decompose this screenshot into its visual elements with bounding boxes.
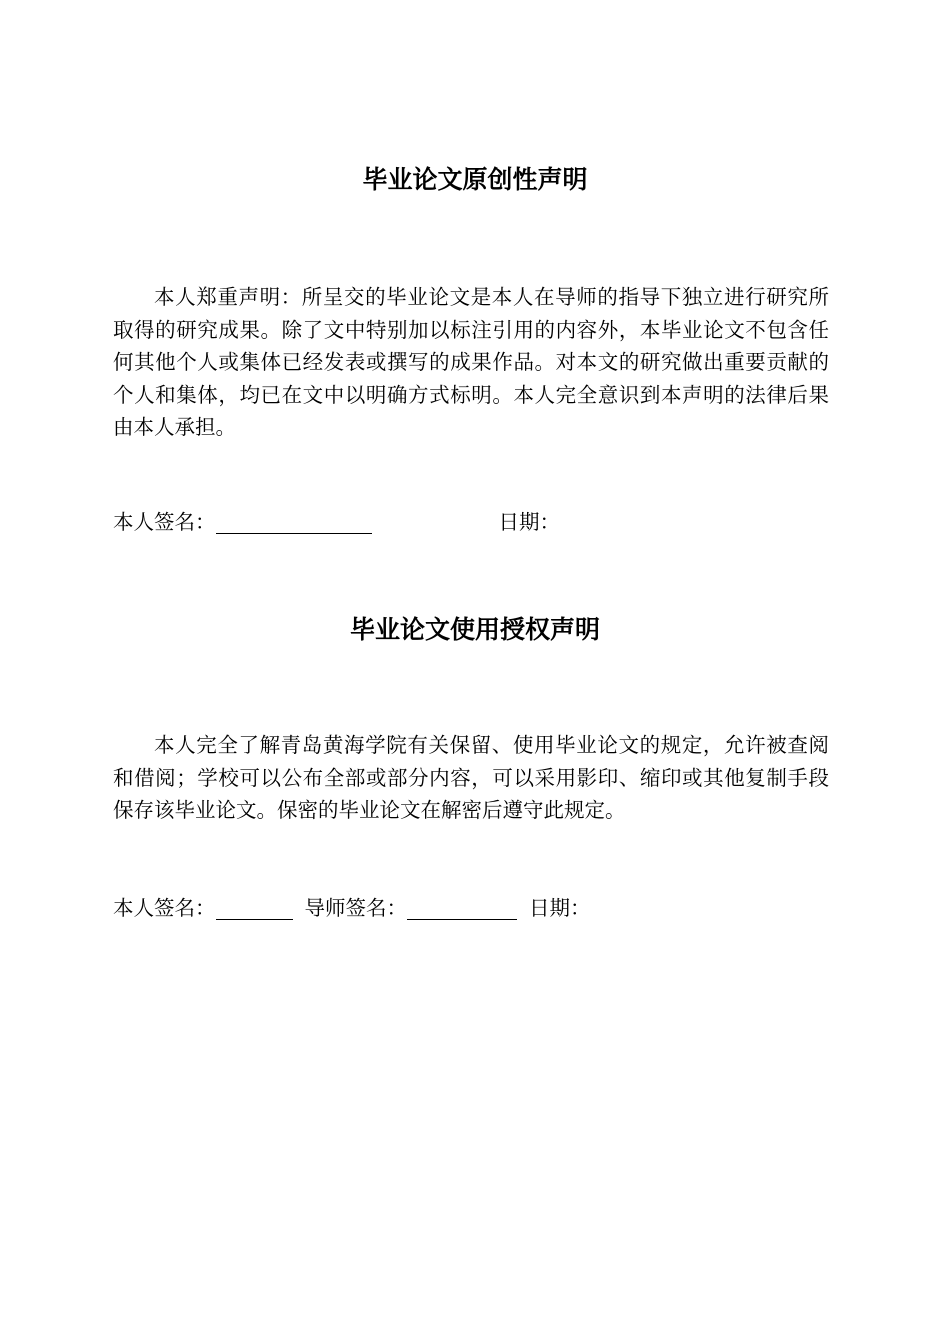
- authorization-statement: 本人完全了解青岛黄海学院有关保留、使用毕业论文的规定，允许被查阅和借阅；学校可以公布全部或部分内容，可以采用影印、缩印或其他复制手段保存该毕业论文。保密的毕业论文在解密后遵守此规定。: [113, 733, 829, 822]
- signature-line[interactable]: [216, 895, 293, 920]
- tutor-signature-line[interactable]: [407, 895, 517, 920]
- signature-line[interactable]: [216, 509, 372, 534]
- tutor-signature-label: 导师签名：: [304, 896, 407, 920]
- signature-label: 本人签名：: [113, 896, 216, 920]
- originality-statement: 本人郑重声明：所呈交的毕业论文是本人在导师的指导下独立进行研究所取得的研究成果。除了文中特别加以标注引用的内容外，本毕业论文不包含任何其他个人或集体已经发表或撰写的成果作品。对本文的研究做出重要贡献的个人和集体，均已在文中以明确方式标明。本人完全意识到本声明的法律后果由本人承担。: [113, 285, 829, 439]
- date-label: 日期：: [529, 896, 591, 920]
- authorization-signature-row: [113, 892, 591, 924]
- originality-title: 毕业论文原创性声明: [362, 165, 588, 194]
- originality-signature-row: [113, 506, 560, 538]
- date-label: 日期：: [498, 510, 560, 534]
- authorization-title: 毕业论文使用授权声明: [349, 615, 600, 644]
- signature-label: 本人签名：: [113, 510, 216, 534]
